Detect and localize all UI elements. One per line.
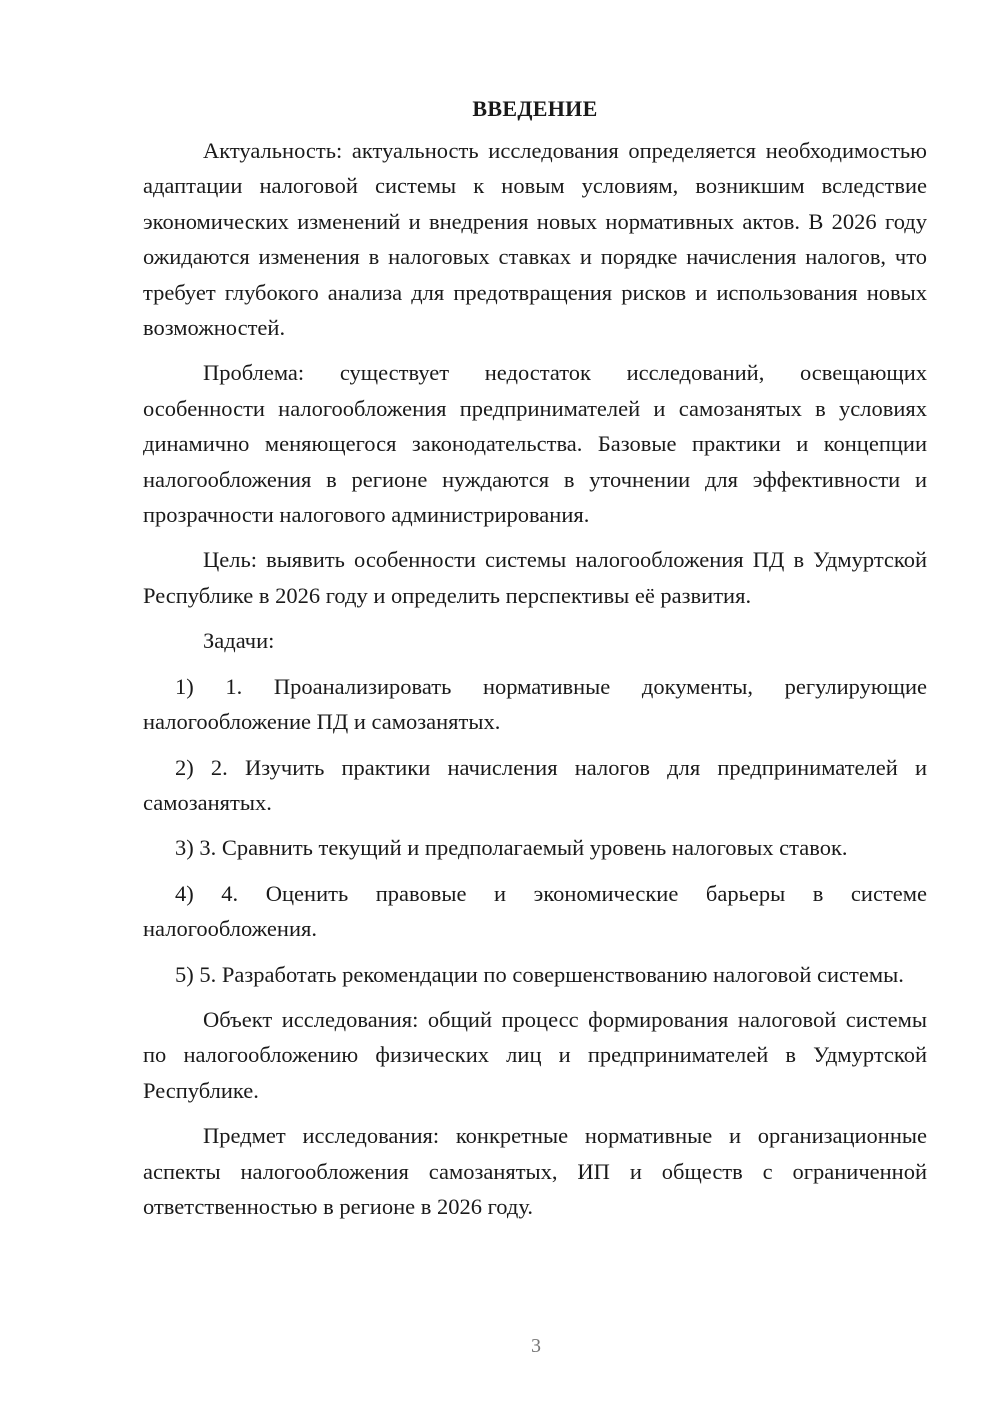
section-title: ВВЕДЕНИЕ bbox=[472, 96, 598, 121]
object-paragraph: Объект исследования: общий процесс формирования налоговой системы по налогообложению физических лиц и предпринимателей в Удмуртской Республике. bbox=[143, 1006, 927, 1103]
problem-paragraph: Проблема: существует недостаток исследований, освещающих особенности налогообложения предпринимателей и самозанятых в условиях динамично меняющегося законодательства. Базовые практики и концепции налогообложения в регионе нуждаются в уточнении для эффективности и прозрачности налогового администрирования. bbox=[143, 360, 927, 528]
goal-paragraph: Цель: выявить особенности системы налогообложения ПД в Удмуртской Республике в 2026 году и определить перспективы её развития. bbox=[143, 547, 927, 608]
tasks-list bbox=[143, 669, 927, 992]
task-item-1: 1) 1. Проанализировать нормативные документы, регулирующие налогообложение ПД и самозанятых. bbox=[143, 673, 927, 735]
task-item-5: 5) 5. Разработать рекомендации по совершенствованию налоговой системы. bbox=[175, 961, 904, 987]
tasks-label: Задачи: bbox=[203, 628, 275, 654]
relevance-paragraph: Актуальность: актуальность исследования определяется необходимостью адаптации налоговой системы к новым условиям, возникшим вследствие экономических изменений и внедрения новых нормативных актов. В 2026 году ожидаются изменения в налоговых ставках и порядке начисления налогов, что требует глубокого анализа для предотвращения рисков и использования новых возможностей. bbox=[143, 138, 927, 341]
task-item-2: 2) 2. Изучить практики начисления налогов для предпринимателей и самозанятых. bbox=[143, 754, 927, 815]
page-number: 3 bbox=[531, 1335, 541, 1357]
task-item-3: 3) 3. Сравнить текущий и предполагаемый уровень налоговых ставок. bbox=[175, 835, 848, 861]
task-item-4: 4) 4. Оценить правовые и экономические барьеры в системе налогообложения. bbox=[143, 880, 927, 942]
subject-paragraph: Предмет исследования: конкретные нормативные и организационные аспекты налогообложения самозанятых, ИП и обществ с ограниченной ответственностью в регионе в 2026 году. bbox=[143, 1123, 927, 1219]
